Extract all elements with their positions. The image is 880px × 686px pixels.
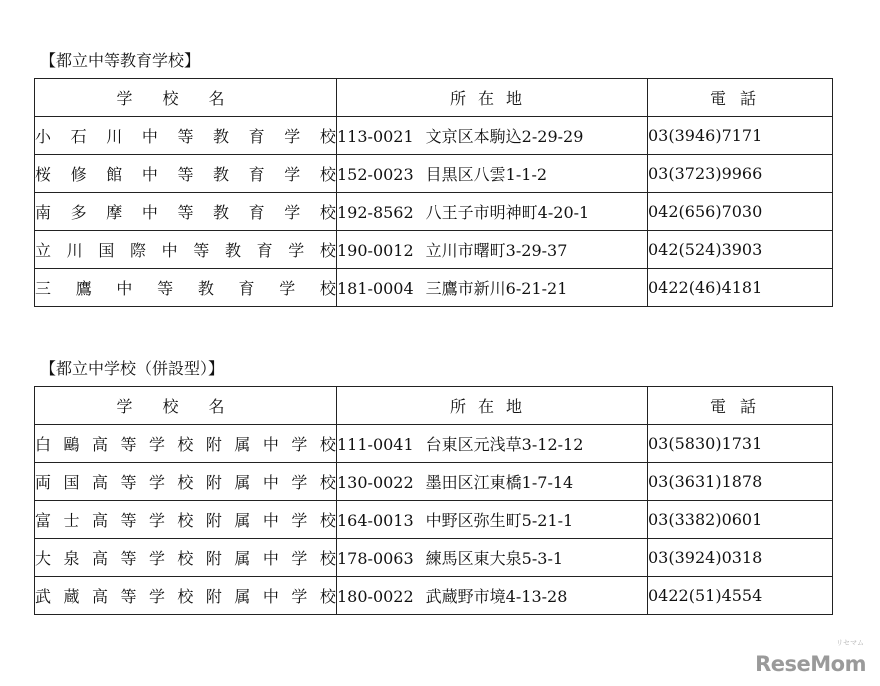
table-row bbox=[35, 539, 833, 577]
phone-number: 03(3924)0318 bbox=[648, 539, 833, 577]
phone-number: 042(524)3903 bbox=[648, 231, 833, 269]
address: 墨田区江東橋1-7-14 bbox=[425, 473, 574, 492]
postal-code: 180-0022 bbox=[337, 587, 414, 606]
phone-number: 0422(46)4181 bbox=[648, 269, 833, 307]
header-address: 所在地 bbox=[337, 387, 648, 425]
table-row bbox=[35, 117, 833, 155]
school-name bbox=[35, 269, 337, 307]
postal-code: 190-0012 bbox=[337, 241, 414, 260]
school-name-text: 立 川 国 際 中 等 教 育 学 校 bbox=[35, 241, 336, 260]
section-title: 【都立中等教育学校】 bbox=[40, 51, 201, 70]
address: 八王子市明神町4-20-1 bbox=[425, 203, 590, 222]
school-name bbox=[35, 501, 337, 539]
postal-code: 113-0021 bbox=[337, 127, 414, 146]
school-name-text: 南 多 摩 中 等 教 育 学 校 bbox=[35, 203, 336, 222]
table-row bbox=[35, 577, 833, 615]
header-phone: 電話 bbox=[648, 387, 833, 425]
school-name-text: 桜 修 館 中 等 教 育 学 校 bbox=[35, 165, 336, 184]
table-row bbox=[35, 231, 833, 269]
address: 文京区本駒込2-29-29 bbox=[425, 127, 584, 146]
table-row bbox=[35, 269, 833, 307]
address: 武蔵野市境4-13-28 bbox=[425, 587, 568, 606]
school-name bbox=[35, 155, 337, 193]
address: 中野区弥生町5-21-1 bbox=[425, 511, 574, 530]
school-name-text: 武 蔵 高 等 学 校 附 属 中 学 校 bbox=[35, 587, 336, 606]
school-name-text: 両 国 高 等 学 校 附 属 中 学 校 bbox=[35, 473, 336, 492]
postal-code: 164-0013 bbox=[337, 511, 414, 530]
school-name bbox=[35, 425, 337, 463]
resemom-logo: ReseMom bbox=[755, 652, 866, 676]
school-name-text: 白 鷗 高 等 学 校 附 属 中 学 校 bbox=[35, 435, 336, 454]
phone-number: 03(3382)0601 bbox=[648, 501, 833, 539]
table-row bbox=[35, 193, 833, 231]
phone-number: 03(5830)1731 bbox=[648, 425, 833, 463]
postal-code: 178-0063 bbox=[337, 549, 414, 568]
phone-number: 0422(51)4554 bbox=[648, 577, 833, 615]
table-header-row bbox=[35, 387, 833, 425]
school-name bbox=[35, 117, 337, 155]
table-row bbox=[35, 501, 833, 539]
table-row bbox=[35, 155, 833, 193]
address: 目黒区八雲1-1-2 bbox=[425, 165, 548, 184]
postal-code: 152-0023 bbox=[337, 165, 414, 184]
school-name-text: 小 石 川 中 等 教 育 学 校 bbox=[35, 127, 336, 146]
header-school-name: 学校名 bbox=[35, 79, 337, 117]
table-row bbox=[35, 425, 833, 463]
school-name-text: 大 泉 高 等 学 校 附 属 中 学 校 bbox=[35, 549, 336, 568]
school-name bbox=[35, 193, 337, 231]
school-name bbox=[35, 539, 337, 577]
postal-code: 111-0041 bbox=[337, 435, 414, 454]
postal-code: 181-0004 bbox=[337, 279, 414, 298]
school-name-text: 三 鷹 中 等 教 育 学 校 bbox=[35, 279, 336, 298]
secondary-school-table bbox=[34, 78, 833, 307]
school-name bbox=[35, 231, 337, 269]
logo-subtext: リセマム bbox=[836, 639, 864, 647]
postal-code: 130-0022 bbox=[337, 473, 414, 492]
table-header-row bbox=[35, 79, 833, 117]
address: 立川市曙町3-29-37 bbox=[425, 241, 568, 260]
table-row bbox=[35, 463, 833, 501]
section-title: 【都立中学校（併設型）】 bbox=[40, 359, 225, 378]
address: 三鷹市新川6-21-21 bbox=[425, 279, 568, 298]
header-phone: 電話 bbox=[648, 79, 833, 117]
address: 台東区元浅草3-12-12 bbox=[425, 435, 584, 454]
school-name-text: 富 士 高 等 学 校 附 属 中 学 校 bbox=[35, 511, 336, 530]
junior-high-table bbox=[34, 386, 833, 615]
phone-number: 03(3723)9966 bbox=[648, 155, 833, 193]
postal-code: 192-8562 bbox=[337, 203, 414, 222]
phone-number: 042(656)7030 bbox=[648, 193, 833, 231]
phone-number: 03(3946)7171 bbox=[648, 117, 833, 155]
header-school-name: 学校名 bbox=[35, 387, 337, 425]
header-address: 所在地 bbox=[337, 79, 648, 117]
school-name bbox=[35, 577, 337, 615]
address: 練馬区東大泉5-3-1 bbox=[425, 549, 564, 568]
phone-number: 03(3631)1878 bbox=[648, 463, 833, 501]
school-name bbox=[35, 463, 337, 501]
